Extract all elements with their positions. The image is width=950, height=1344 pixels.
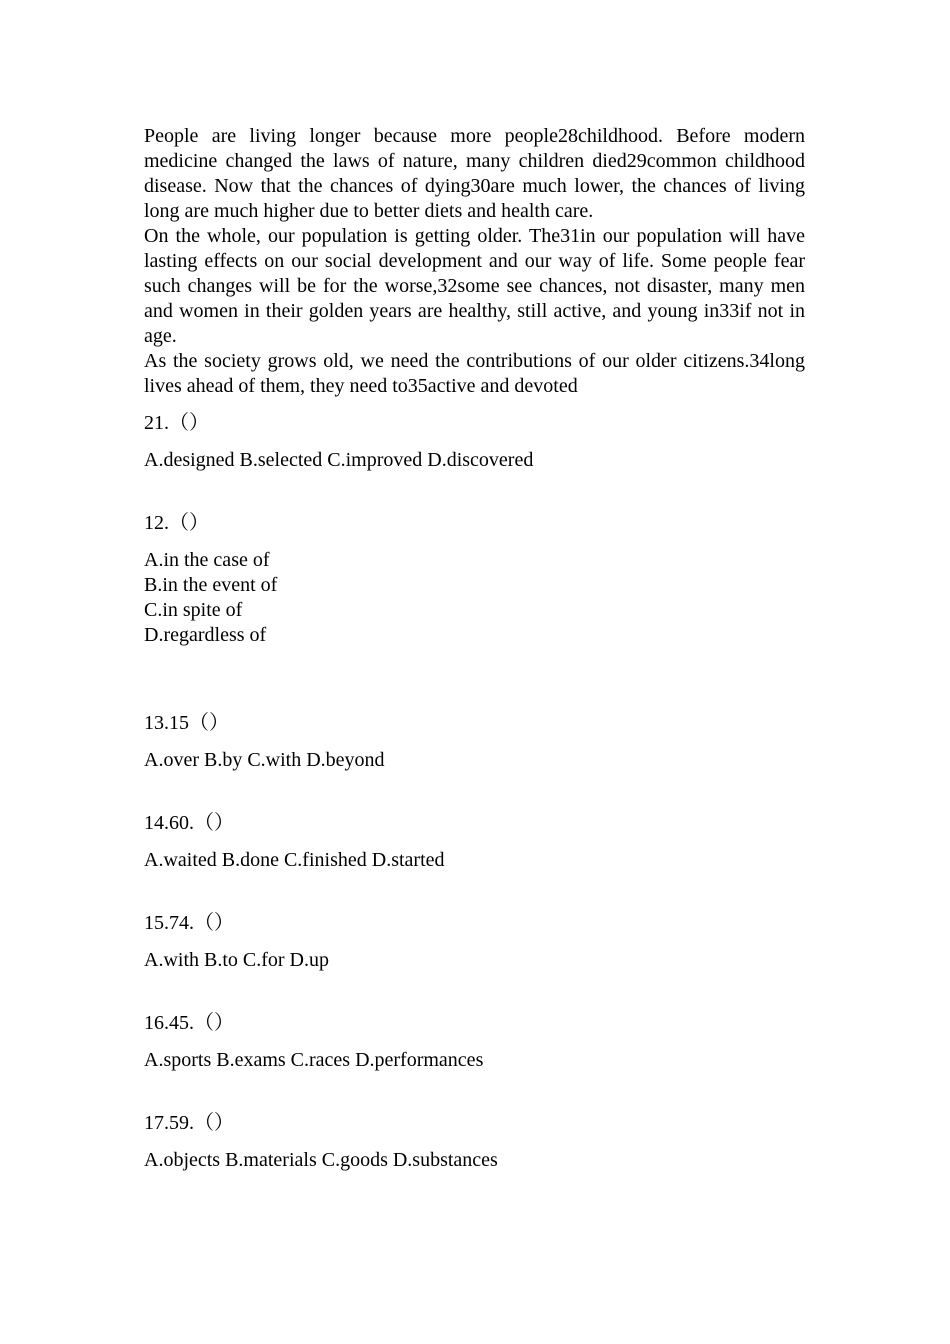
question-options-17: A.objects B.materials C.goods D.substances [144,1149,498,1171]
question-options-13: A.over B.by C.with D.beyond [144,749,385,771]
passage-paragraph-2: On the whole, our population is getting older. The31in our population will have lasting effects on our social development and our way of life. Some people fear such changes will be for the worse,32some see chances, not disaster, many men and women in their golden years are healthy, still active, and young in33if not in age. [144,225,805,347]
question-number-21: 21.（） [144,412,209,434]
question-options-15: A.with B.to C.for D.up [144,949,329,971]
question-number-14: 14.60.（） [144,812,234,834]
document-page [144,124,805,1173]
question-number-13: 13.15（） [144,712,229,734]
option-b: B.in the event of [144,574,278,596]
question-options-14: A.waited B.done C.finished D.started [144,849,445,871]
question-number-16: 16.45.（） [144,1012,234,1034]
option-c: C.in spite of [144,599,243,621]
passage-paragraph-1: People are living longer because more people28childhood. Before modern medicine changed the laws of nature, many children died29common childhood disease. Now that the chances of dying30are much lower, the chances of living long are much higher due to better diets and health care. [144,125,805,222]
question-options-21: A.designed B.selected C.improved D.discovered [144,449,534,471]
option-d: D.regardless of [144,624,267,646]
question-number-15: 15.74.（） [144,912,234,934]
question-options-16: A.sports B.exams C.races D.performances [144,1049,484,1071]
question-options-12 [144,548,805,648]
passage-paragraph-3: As the society grows old, we need the contributions of our older citizens.34long lives ahead of them, they need to35active and devoted [144,350,805,397]
question-number-17: 17.59.（） [144,1112,234,1134]
question-number-12: 12.（） [144,512,209,534]
option-a: A.in the case of [144,549,270,571]
